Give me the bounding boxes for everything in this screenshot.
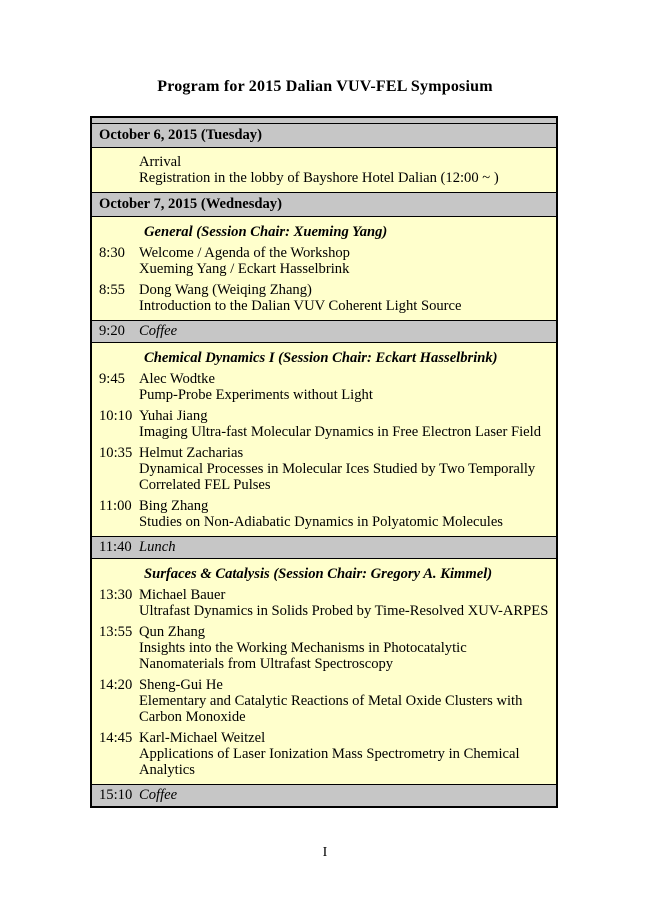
entry-line2: Pump-Probe Experiments without Light	[139, 387, 373, 403]
break-time: 11:40	[99, 539, 132, 555]
entry-time: 8:55	[99, 282, 125, 298]
session-title: Chemical Dynamics I (Session Chair: Eckart Hasselbrink)	[144, 350, 498, 366]
session-block-surfaces-catalysis	[92, 558, 556, 784]
session-block-arrival	[92, 147, 556, 192]
break-time: 9:20	[99, 323, 125, 339]
break-time: 15:10	[99, 787, 133, 803]
schedule-entry	[92, 154, 556, 186]
entry-line2: Ultrafast Dynamics in Solids Probed by Time-Resolved XUV-ARPES	[139, 603, 549, 619]
entry-line1: Welcome / Agenda of the Workshop	[139, 245, 350, 261]
day-header-label: October 7, 2015 (Wednesday)	[99, 196, 282, 212]
entry-time: 11:00	[99, 498, 132, 514]
entry-line2: Registration in the lobby of Bayshore Hotel Dalian (12:00 ~ )	[139, 170, 499, 186]
page-number: I	[322, 845, 328, 860]
break-label: Coffee	[139, 323, 178, 339]
schedule-entry	[92, 408, 556, 440]
entry-line2: Xueming Yang / Eckart Hasselbrink	[139, 261, 350, 277]
schedule-entry	[92, 730, 556, 778]
schedule-entry	[92, 624, 556, 672]
entry-line1: Qun Zhang	[139, 624, 206, 640]
entry-line1: Alec Wodtke	[139, 371, 215, 387]
entry-line2: Applications of Laser Ionization Mass Spectrometry in Chemical Analytics	[139, 746, 520, 778]
program-table	[90, 116, 558, 808]
entry-line2: Imaging Ultra-fast Molecular Dynamics in Free Electron Laser Field	[139, 424, 542, 440]
entry-line1: Yuhai Jiang	[139, 408, 208, 424]
schedule-entry	[92, 445, 556, 493]
entry-line1: Karl-Michael Weitzel	[139, 730, 266, 746]
entry-line1: Dong Wang (Weiqing Zhang)	[139, 282, 312, 298]
entry-text	[139, 677, 556, 725]
session-block-chemical-dynamics	[92, 342, 556, 536]
schedule-entry	[92, 677, 556, 725]
day-header-label: October 6, 2015 (Tuesday)	[99, 127, 262, 143]
entry-time: 9:45	[99, 371, 125, 387]
entry-text	[139, 587, 556, 619]
break-label: Coffee	[139, 787, 178, 803]
day-header-row-oct7	[92, 192, 556, 216]
break-row-coffee-am	[92, 320, 556, 342]
entry-text	[139, 371, 556, 403]
entry-line2: Insights into the Working Mechanisms in Photocatalytic Nanomaterials from Ultrafast Spectroscopy	[139, 640, 467, 672]
schedule-entry	[92, 498, 556, 530]
entry-line2: Introduction to the Dalian VUV Coherent Light Source	[139, 298, 462, 314]
day-header-row-oct6	[92, 123, 556, 147]
entry-line2: Elementary and Catalytic Reactions of Metal Oxide Clusters with Carbon Monoxide	[139, 693, 523, 725]
entry-text	[139, 408, 556, 440]
schedule-entry	[92, 282, 556, 314]
entry-text	[139, 154, 556, 186]
entry-line1: Helmut Zacharias	[139, 445, 244, 461]
session-title: Surfaces & Catalysis (Session Chair: Gregory A. Kimmel)	[144, 566, 493, 582]
entry-time: 13:30	[99, 587, 133, 603]
entry-time: 8:30	[99, 245, 125, 261]
entry-time: 10:35	[99, 445, 133, 461]
break-label: Lunch	[139, 539, 176, 555]
break-row-coffee-pm	[92, 784, 556, 806]
entry-time: 10:10	[99, 408, 133, 424]
schedule-entry	[92, 587, 556, 619]
entry-time: 14:20	[99, 677, 133, 693]
entry-time	[92, 154, 139, 186]
entry-line1: Bing Zhang	[139, 498, 209, 514]
entry-line1: Arrival	[139, 154, 182, 170]
entry-time: 13:55	[99, 624, 133, 640]
entry-text	[139, 445, 556, 493]
entry-line1: Sheng-Gui He	[139, 677, 223, 693]
break-row-lunch	[92, 536, 556, 558]
entry-time: 14:45	[99, 730, 133, 746]
entry-text	[139, 282, 556, 314]
entry-text	[139, 245, 556, 277]
entry-line2: Studies on Non-Adiabatic Dynamics in Polyatomic Molecules	[139, 514, 503, 530]
schedule-entry	[92, 245, 556, 277]
entry-line2: Dynamical Processes in Molecular Ices Studied by Two Temporally Correlated FEL Pulses	[139, 461, 536, 493]
entry-text	[139, 498, 556, 530]
entry-line1: Michael Bauer	[139, 587, 226, 603]
schedule-entry	[92, 371, 556, 403]
document-title: Program for 2015 Dalian VUV-FEL Symposium	[157, 78, 493, 95]
session-block-general	[92, 216, 556, 320]
entry-text	[139, 624, 556, 672]
session-title: General (Session Chair: Xueming Yang)	[144, 224, 388, 240]
entry-text	[139, 730, 556, 778]
